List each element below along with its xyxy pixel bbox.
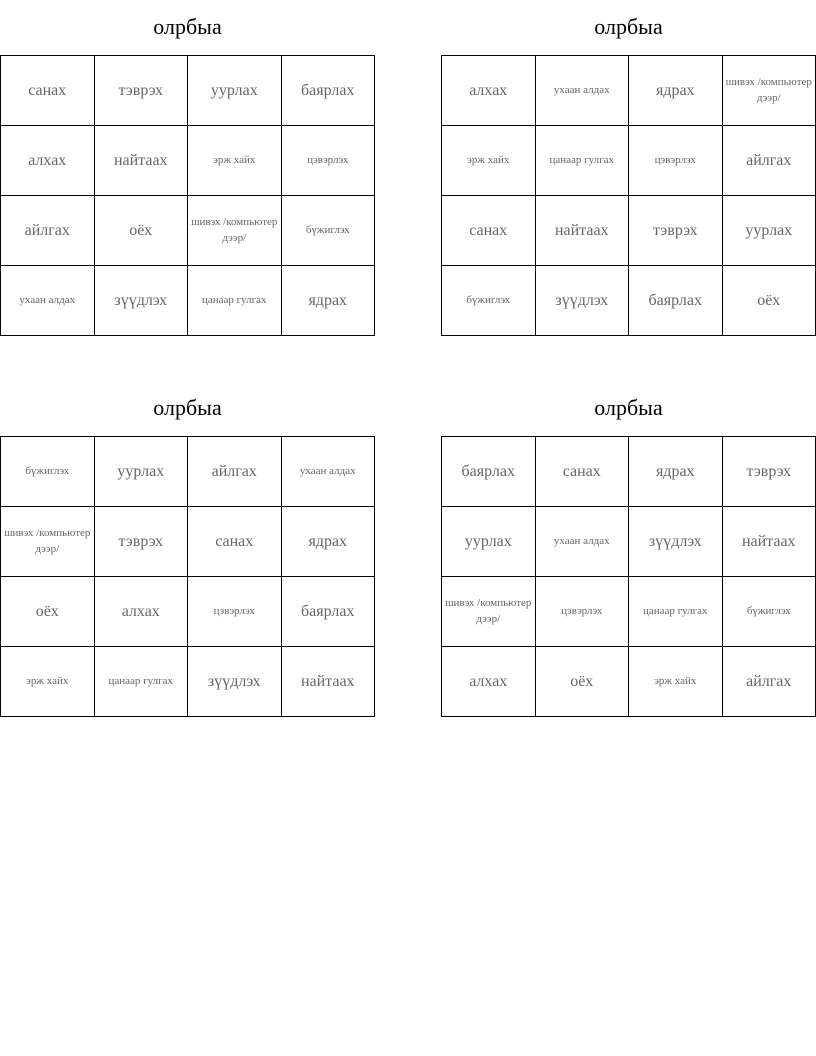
bingo-cell: бүжиглэх	[723, 577, 816, 647]
bingo-cell: уурлах	[95, 437, 189, 507]
bingo-cell: цанаар гулгах	[536, 126, 630, 196]
bingo-cell: шивэх /компьютер дээр/	[188, 196, 282, 266]
bingo-cell: ухаан алдах	[1, 266, 95, 336]
bingo-cell: цэвэрлэх	[282, 126, 376, 196]
bingo-grid	[441, 436, 816, 717]
bingo-cell: оёх	[536, 647, 630, 717]
bingo-cell: тэврэх	[95, 56, 189, 126]
bingo-cell: айлгах	[723, 126, 816, 196]
bingo-cell: уурлах	[723, 196, 816, 266]
bingo-cell: баярлах	[629, 266, 723, 336]
bingo-cell: санах	[536, 437, 630, 507]
bingo-cell: шивэх /компьютер дээр/	[1, 507, 95, 577]
bingo-cell: эрж хайх	[629, 647, 723, 717]
bingo-cell: зүүдлэх	[629, 507, 723, 577]
bingo-cell: айлгах	[188, 437, 282, 507]
bingo-cell: алхах	[442, 647, 536, 717]
bingo-cell: оёх	[1, 577, 95, 647]
card-title: олрбыа	[594, 14, 663, 39]
bingo-cell: тэврэх	[95, 507, 189, 577]
bingo-cell: баярлах	[282, 56, 376, 126]
bingo-cell: найтаах	[536, 196, 630, 266]
bingo-cell: алхах	[1, 126, 95, 196]
bingo-cell: цэвэрлэх	[188, 577, 282, 647]
bingo-cell: зүүдлэх	[95, 266, 189, 336]
bingo-card-2	[441, 0, 816, 336]
card-title: олрбыа	[594, 395, 663, 420]
bingo-cell: оёх	[95, 196, 189, 266]
bingo-cell: эрж хайх	[1, 647, 95, 717]
bingo-cell: оёх	[723, 266, 816, 336]
bingo-cell: шивэх /компьютер дээр/	[723, 56, 816, 126]
bingo-cell: найтаах	[723, 507, 816, 577]
bingo-cell: ядрах	[629, 56, 723, 126]
bingo-cell: тэврэх	[629, 196, 723, 266]
bingo-cell: цэвэрлэх	[629, 126, 723, 196]
bingo-card-1	[0, 0, 375, 336]
bingo-cell: цанаар гулгах	[95, 647, 189, 717]
bingo-cell: алхах	[442, 56, 536, 126]
bingo-cell: цанаар гулгах	[188, 266, 282, 336]
bingo-cell: айлгах	[723, 647, 816, 717]
bingo-cell: ядрах	[282, 266, 376, 336]
bingo-cell: уурлах	[442, 507, 536, 577]
bingo-cell: найтаах	[95, 126, 189, 196]
bingo-cell: эрж хайх	[188, 126, 282, 196]
bingo-cell: цэвэрлэх	[536, 577, 630, 647]
bingo-cell: найтаах	[282, 647, 376, 717]
bingo-cell: бүжиглэх	[442, 266, 536, 336]
bingo-cell: ухаан алдах	[536, 507, 630, 577]
card-title: олрбыа	[153, 14, 222, 39]
bingo-cell: уурлах	[188, 56, 282, 126]
bingo-cell: цанаар гулгах	[629, 577, 723, 647]
card-title: олрбыа	[153, 395, 222, 420]
bingo-cell: тэврэх	[723, 437, 816, 507]
bingo-cell: баярлах	[442, 437, 536, 507]
bingo-cell: санах	[1, 56, 95, 126]
bingo-card-4	[441, 381, 816, 717]
bingo-cell: баярлах	[282, 577, 376, 647]
bingo-cell: зүүдлэх	[536, 266, 630, 336]
bingo-cell: ядрах	[282, 507, 376, 577]
bingo-grid	[441, 55, 816, 336]
bingo-cell: бүжиглэх	[1, 437, 95, 507]
bingo-cell: шивэх /компьютер дээр/	[442, 577, 536, 647]
bingo-cell: ухаан алдах	[282, 437, 376, 507]
bingo-grid	[0, 55, 375, 336]
bingo-cell: эрж хайх	[442, 126, 536, 196]
bingo-grid	[0, 436, 375, 717]
bingo-cell: ухаан алдах	[536, 56, 630, 126]
bingo-cell: санах	[442, 196, 536, 266]
bingo-cell: зүүдлэх	[188, 647, 282, 717]
bingo-cell: айлгах	[1, 196, 95, 266]
bingo-cell: алхах	[95, 577, 189, 647]
bingo-cell: бүжиглэх	[282, 196, 376, 266]
bingo-cell: санах	[188, 507, 282, 577]
bingo-card-3	[0, 381, 375, 717]
bingo-cell: ядрах	[629, 437, 723, 507]
